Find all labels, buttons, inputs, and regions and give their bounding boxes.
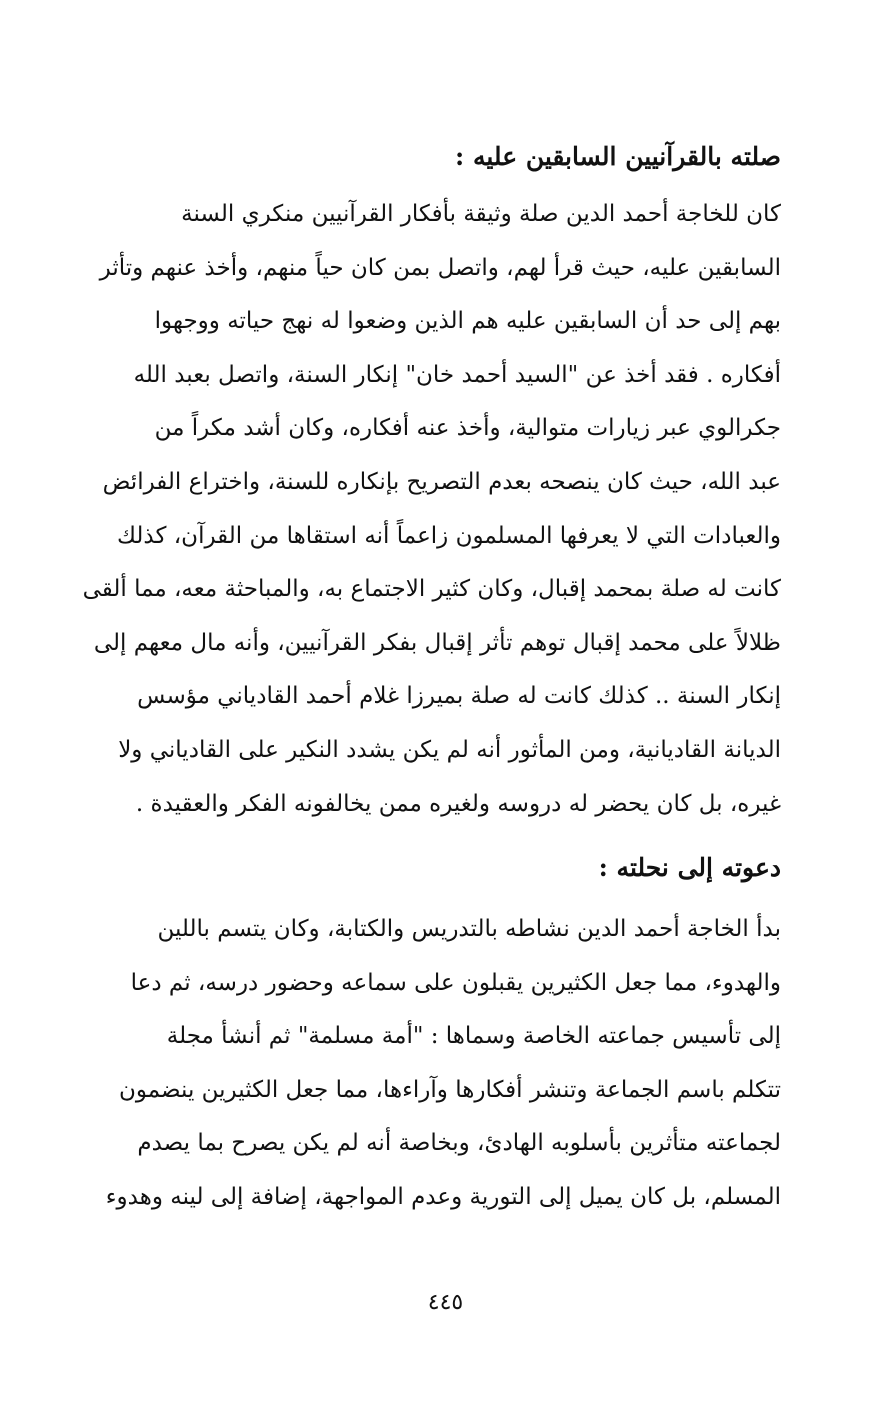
section-paragraph [81, 903, 781, 1225]
text-line: أفكاره . فقد أخذ عن "السيد أحمد خان" إنكار السنة، واتصل بعبد الله [133, 361, 781, 388]
text-line: جكرالوي عبر زيارات متوالية، وأخذ عنه أفكاره، وكان أشد مكراً من [154, 415, 781, 442]
text-line: عبد الله، حيث كان ينصحه بعدم التصريح بإنكاره للسنة، واختراع الفرائض [102, 468, 781, 495]
text-line: والهدوء، مما جعل الكثيرين يقبلون على سماعه وحضور درسه، ثم دعا [130, 969, 781, 996]
text-line: بدأ الخاجة أحمد الدين نشاطه بالتدريس والكتابة، وكان يتسم باللين [157, 916, 781, 942]
text-line: غيره، بل كان يحضر له دروسه ولغيره ممن يخالفونه الفكر والعقيدة . [135, 790, 781, 817]
text-line: ظلالاً على محمد إقبال توهم تأثر إقبال بفكر القرآنيين، وأنه مال معهم إلى [93, 629, 781, 656]
text-line: الديانة القاديانية، ومن المأثور أنه لم يكن يشدد النكير على القادياني ولا [118, 736, 781, 763]
text-line: والعبادات التي لا يعرفها المسلمون زاعماً أنه استقاها من القرآن، كذلك [117, 522, 781, 549]
text-line: السابقين عليه، حيث قرأ لهم، واتصل بمن كان حياً منهم، وأخذ عنهم وتأثر [99, 254, 781, 281]
text-line: المسلم، بل كان يميل إلى التورية وعدم المواجهة، إضافة إلى لينه وهدوء [105, 1183, 781, 1210]
section-heading: دعوته إلى نحلته : [598, 853, 781, 882]
text-line: كانت له صلة بمحمد إقبال، وكان كثير الاجتماع به، والمباحثة معه، مما ألقى [82, 576, 781, 603]
section-heading: صلته بالقرآنيين السابقين عليه : [455, 142, 781, 171]
page-number: ٤٤٥ [427, 1290, 464, 1315]
text-line: تتكلم باسم الجماعة وتنشر أفكارها وآراءها، مما جعل الكثيرين ينضمون [118, 1076, 781, 1103]
text-line: لجماعته متأثرين بأسلوبه الهادئ، وبخاصة أنه لم يكن يصرح بما يصدم [137, 1130, 781, 1157]
section-paragraph [81, 188, 781, 831]
text-line: إلى تأسيس جماعته الخاصة وسماها : "أمة مسلمة" ثم أنشأ مجلة [166, 1023, 781, 1050]
text-line: بهم إلى حد أن السابقين عليه هم الذين وضعوا له نهج حياته ووجهوا [154, 308, 781, 335]
text-line: إنكار السنة .. كذلك كانت له صلة بميرزا غلام أحمد القادياني مؤسس [137, 683, 781, 710]
text-line: كان للخاجة أحمد الدين صلة وثيقة بأفكار القرآنيين منكري السنة [181, 201, 781, 227]
